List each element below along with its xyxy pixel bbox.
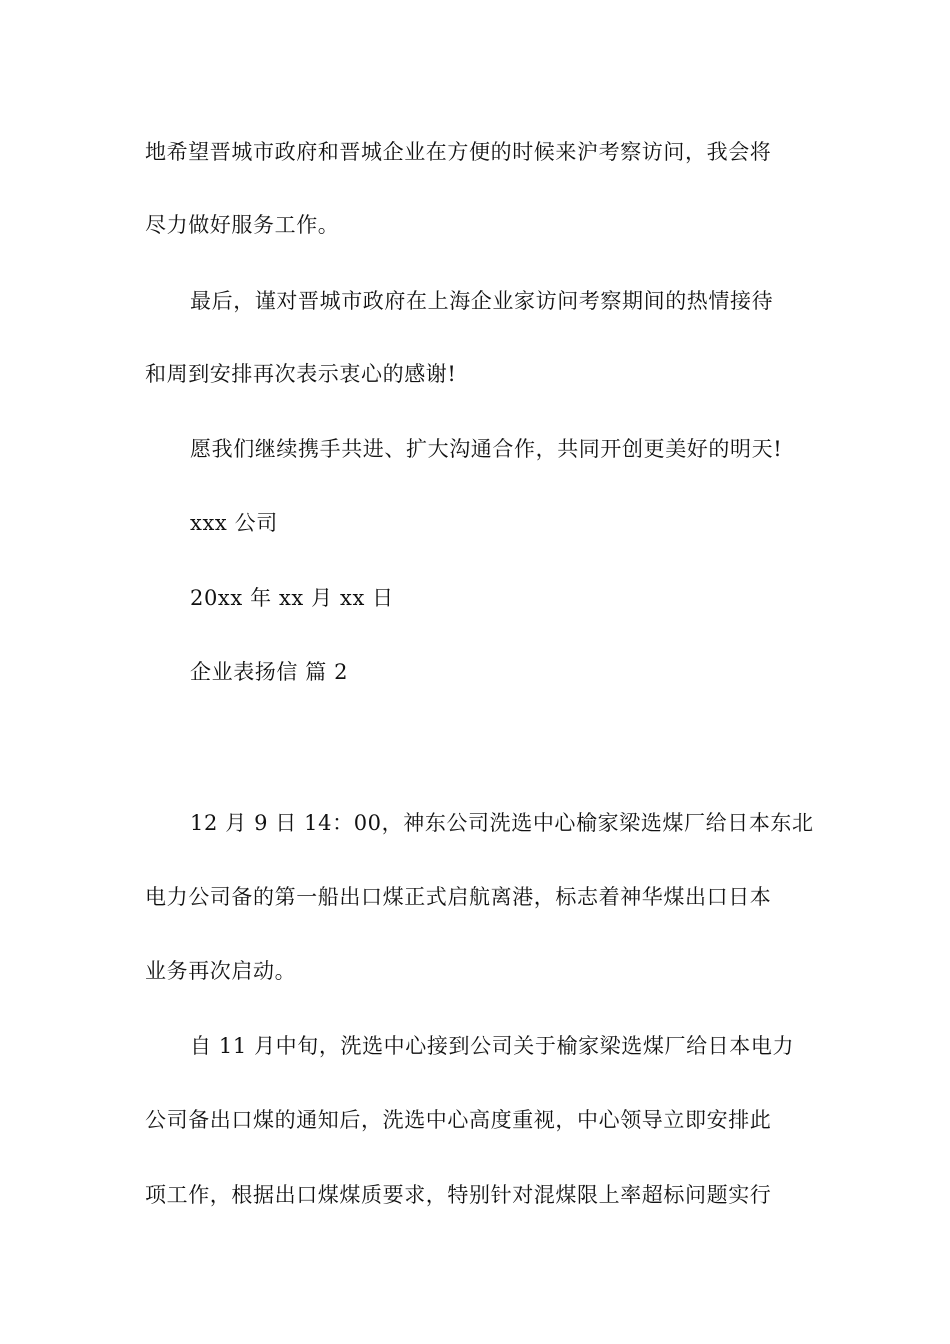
paragraph-line: 和周到安排再次表示衷心的感谢! [145, 362, 457, 386]
paragraph-line: 12 月 9 日 14：00，神东公司洗选中心榆家梁选煤厂给日本东北 [190, 811, 814, 835]
paragraph-line: 愿我们继续携手共进、扩大沟通合作，共同开创更美好的明天! [190, 437, 783, 461]
paragraph-line: 地希望晋城市政府和晋城企业在方便的时候来沪考察访问，我会将 [145, 140, 772, 164]
signature-company: xxx 公司 [190, 511, 278, 535]
signature-date: 20xx 年 xx 月 xx 日 [190, 586, 394, 610]
paragraph-line: 最后，谨对晋城市政府在上海企业家访问考察期间的热情接待 [190, 289, 774, 313]
paragraph-line: 电力公司备的第一船出口煤正式启航离港，标志着神华煤出口日本 [145, 885, 772, 909]
paragraph-line: 尽力做好服务工作。 [145, 213, 340, 237]
section-heading: 企业表扬信 篇 2 [190, 660, 349, 684]
paragraph-line: 自 11 月中旬，洗选中心接到公司关于榆家梁选煤厂给日本电力 [190, 1034, 795, 1058]
paragraph-line: 业务再次启动。 [145, 959, 297, 983]
paragraph-line: 公司备出口煤的通知后，洗选中心高度重视，中心领导立即安排此 [145, 1108, 772, 1132]
paragraph-line: 项工作，根据出口煤煤质要求，特别针对混煤限上率超标问题实行 [145, 1183, 772, 1207]
